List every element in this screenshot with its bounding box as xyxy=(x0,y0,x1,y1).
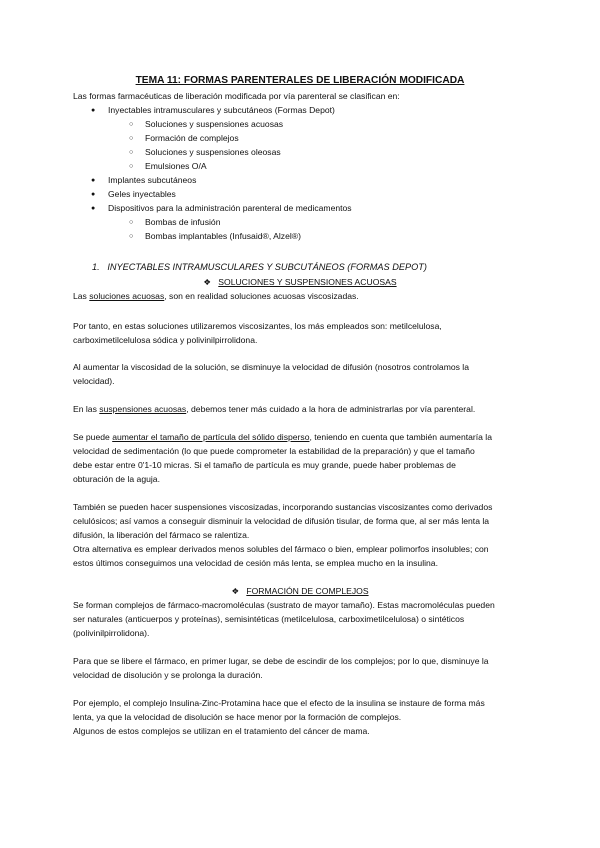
paragraph-line: ser naturales (anticuerpos y proteínas), semisintéticas (metilcelulosa, carboximetilcelulosa) o sintéticos xyxy=(73,614,465,624)
paragraph-line: carboximetilcelulosa sódica y polivinilpirrolidona. xyxy=(73,335,258,345)
paragraph-line: También se pueden hacer suspensiones viscosizadas, incorporando sustancias viscosizantes como derivados xyxy=(73,502,493,512)
list-subitem: Bombas implantables (Infusaid®, Alzel®) xyxy=(145,231,301,241)
underlined-term: aumentar el tamaño de partícula del sólido disperso xyxy=(112,432,310,442)
underlined-term: soluciones acuosas xyxy=(89,291,165,301)
subsection-title: FORMACIÓN DE COMPLEJOS xyxy=(246,586,369,596)
paragraph-line: lenta, ya que la velocidad de disolución se hace menor por la formación de complejos. xyxy=(73,712,402,722)
bullet-dot-icon: ● xyxy=(91,107,96,114)
paragraph-line: Por ejemplo, el complejo Insulina-Zinc-Protamina hace que el efecto de la insulina se instaure de forma más xyxy=(73,698,485,708)
list-subitem: Soluciones y suspensiones acuosas xyxy=(145,119,284,129)
diamond-bullet-icon: ❖ xyxy=(231,586,240,596)
bullet-dot-icon: ● xyxy=(91,205,96,212)
list-subitem: Soluciones y suspensiones oleosas xyxy=(145,147,281,157)
paragraph-line: (polivinilpirrolidona). xyxy=(73,628,150,638)
section-number: 1. xyxy=(92,262,100,272)
paragraph-line xyxy=(73,404,475,415)
text-run: Se puede xyxy=(73,432,113,442)
list-item: Implantes subcutáneos xyxy=(108,175,197,185)
list-subitem: Emulsiones O/A xyxy=(145,161,207,171)
paragraph-line xyxy=(73,432,492,443)
circle-bullet-icon: ○ xyxy=(129,149,134,156)
bullet-dot-icon: ● xyxy=(91,177,96,184)
paragraph-line xyxy=(73,291,359,302)
subsection-title: SOLUCIONES Y SUSPENSIONES ACUOSAS xyxy=(218,277,397,287)
section-heading xyxy=(92,261,427,273)
paragraph-line: velocidad de sedimentación (lo que puede comprometer la estabilidad de la preparación) y que el tamaño xyxy=(73,446,475,456)
paragraph-line: Por tanto, en estas soluciones utilizaremos viscosizantes, los más empleados son: metilcelulosa, xyxy=(73,321,442,331)
paragraph-line: velocidad). xyxy=(73,376,115,386)
circle-bullet-icon: ○ xyxy=(129,233,134,240)
paragraph-line: debe estar entre 0'1-10 micras. Si el tamaño de partícula es muy grande, puede haber problemas de xyxy=(73,460,456,470)
paragraph-line: Algunos de estos complejos se utilizan en el tratamiento del cáncer de mama. xyxy=(73,726,370,736)
paragraph-line: velocidad de disolución y se prolonga la duración. xyxy=(73,670,263,680)
paragraph-line: celulósicos; así vamos a conseguir disminuir la velocidad de difusión tisular, de forma que, al ser más lenta la xyxy=(73,516,490,526)
paragraph-line: Otra alternativa es emplear derivados menos solubles del fármaco o bien, emplear polimorfos insolubles; con xyxy=(73,544,489,554)
subsection-heading xyxy=(0,586,600,597)
section-title: INYECTABLES INTRAMUSCULARES Y SUBCUTÁNEOS (FORMAS DEPOT) xyxy=(107,262,427,272)
paragraph-line: Se forman complejos de fármaco-macromoléculas (sustrato de mayor tamaño). Estas macromoléculas pueden xyxy=(73,600,495,610)
paragraph-line: Para que se libere el fármaco, en primer lugar, se debe de escindir de los complejos; por lo que, disminuye la xyxy=(73,656,489,666)
circle-bullet-icon: ○ xyxy=(129,135,134,142)
circle-bullet-icon: ○ xyxy=(129,163,134,170)
subsection-heading xyxy=(0,277,600,288)
paragraph-line: Al aumentar la viscosidad de la solución, se disminuye la velocidad de difusión (nosotros controlamos la xyxy=(73,362,470,372)
list-subitem: Formación de complejos xyxy=(145,133,239,143)
text-run: , teniendo en cuenta que también aumentaría la xyxy=(309,432,492,442)
paragraph-line: obturación de la aguja. xyxy=(73,474,160,484)
list-item: Dispositivos para la administración parenteral de medicamentos xyxy=(108,203,352,213)
circle-bullet-icon: ○ xyxy=(129,121,134,128)
circle-bullet-icon: ○ xyxy=(129,219,134,226)
paragraph-line: difusión, la liberación del fármaco se ralentiza. xyxy=(73,530,250,540)
bullet-dot-icon: ● xyxy=(91,191,96,198)
page-title: TEMA 11: FORMAS PARENTERALES DE LIBERACIÓN MODIFICADA xyxy=(135,75,465,86)
list-item: Inyectables intramusculares y subcutáneos (Formas Depot) xyxy=(108,105,335,115)
text-run: En las xyxy=(73,404,100,414)
list-subitem: Bombas de infusión xyxy=(145,217,221,227)
text-run: , son en realidad soluciones acuosas viscosizadas. xyxy=(164,291,359,301)
intro-text: Las formas farmacéuticas de liberación modificada por vía parenteral se clasifican en: xyxy=(73,91,400,101)
paragraph-line: estos últimos conseguimos una velocidad de cesión más lenta, se emplea mucho en la insulina. xyxy=(73,558,438,568)
text-run: , debemos tener más cuidado a la hora de administrarlas por vía parenteral. xyxy=(186,404,476,414)
list-item: Geles inyectables xyxy=(108,189,176,199)
text-run: Las xyxy=(73,291,90,301)
underlined-term: suspensiones acuosas xyxy=(99,404,187,414)
diamond-bullet-icon: ❖ xyxy=(203,277,212,287)
